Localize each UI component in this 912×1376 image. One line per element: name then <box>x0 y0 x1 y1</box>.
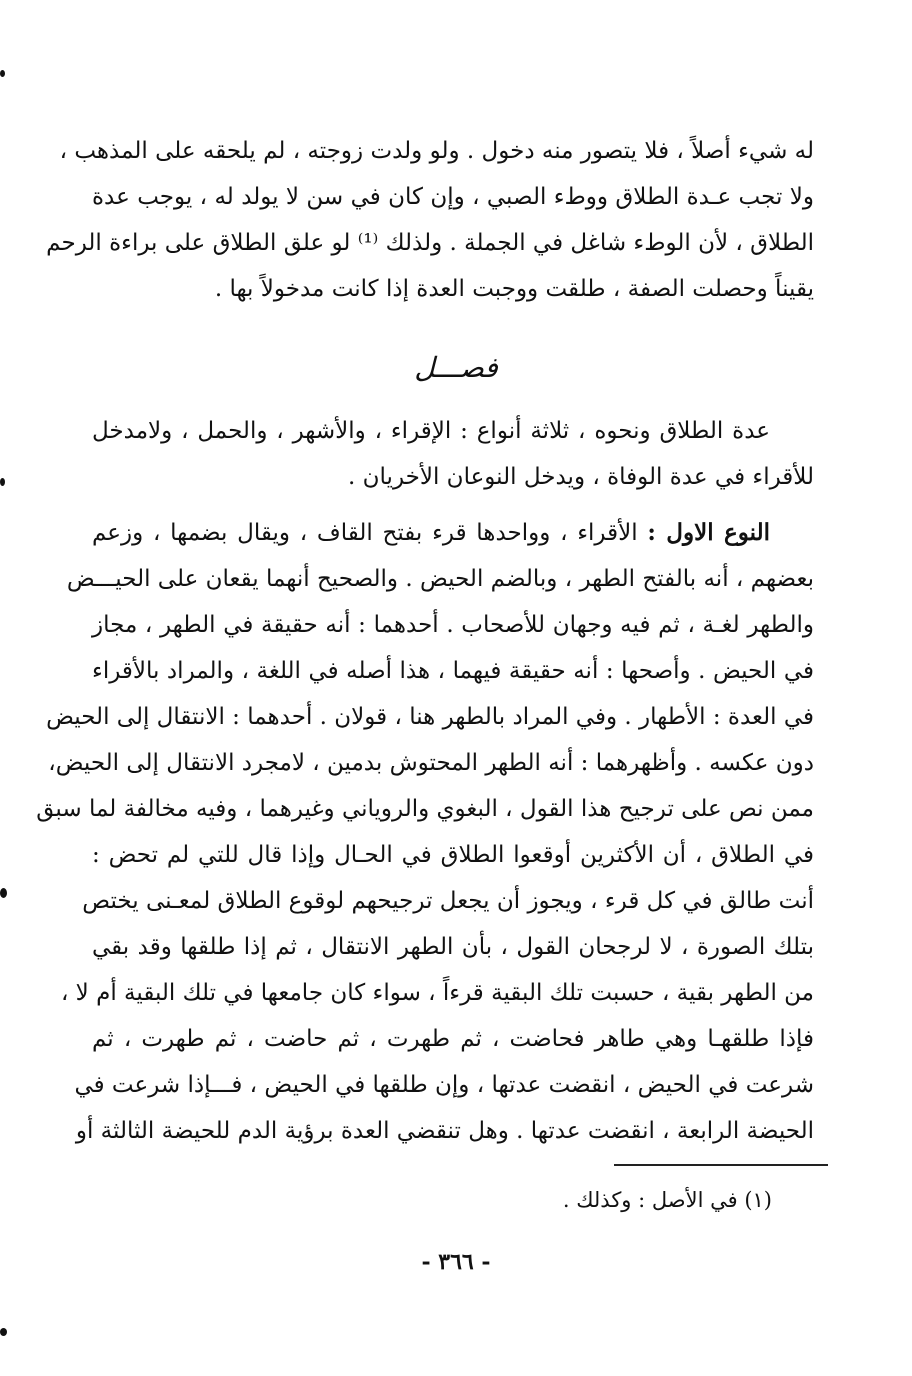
scan-speck <box>0 1328 7 1336</box>
text-line: الحيضة الرابعة ، انقضت عدتها . وهل تنقضي العدة برؤية الدم للحيضة الثالثة أو <box>75 1118 814 1144</box>
paragraph-lead-continuation: الأقراء ، وواحدها قرء بفتح القاف ، ويقال بضمها ، وزعم <box>92 520 648 546</box>
text-line: أنت طالق في كل قرء ، ويجوز أن يجعل ترجيحهم لوقوع الطلاق لمعـنى يختص <box>82 888 814 914</box>
footnote: (١) في الأصل : وكذلك . <box>562 1188 772 1212</box>
text-line: والطهر لغـة ، ثم فيه وجهان للأصحاب . أحدهما : أنه حقيقة في الطهر ، مجاز <box>92 612 814 638</box>
text-line: ممن نص على ترجيح هذا القول ، البغوي والروياني وغيرهما ، وفيه مخالفة لما سبق <box>36 796 814 822</box>
text-line: فإذا طلقهـا وهي طاهر فحاضت ، ثم طهرت ، ثم حاضت ، ثم طهرت ، ثم <box>92 1026 814 1052</box>
scan-speck <box>0 70 5 77</box>
text-line: بعضهم ، أنه بالفتح الطهر ، وبالضم الحيض . والصحيح أنهما يقعان على الحيـــض <box>66 566 814 592</box>
text-line: من الطهر بقية ، حسبت تلك البقية قرءاً ، سواء كان جامعها في تلك البقية أم لا ، <box>60 980 814 1006</box>
paragraph-2 <box>92 408 814 500</box>
footnote-divider <box>614 1164 828 1166</box>
section-heading: فصـــل <box>414 351 498 384</box>
text-line: ولا تجب عـدة الطلاق ووطء الصبي ، وإن كان في سن لا يولد له ، يوجب عدة <box>92 184 814 210</box>
paragraph-3 <box>36 510 814 1154</box>
page-number: - ٣٦٦ - <box>421 1249 491 1275</box>
scan-speck <box>0 888 7 898</box>
text-line: دون عكسه . وأظهرهما : أنه الطهر المحتوش بدمين ، لامجرد الانتقال إلى الحيض، <box>48 750 814 776</box>
paragraph-lead: النوع الاول : <box>647 519 770 546</box>
text-line: الطلاق ، لأن الوطء شاغل في الجملة . ولذلك ⁽¹⁾ لو علق الطلاق على براءة الرحم <box>46 230 814 256</box>
text-line: له شيء أصلاً ، فلا يتصور منه دخول . ولو ولدت زوجته ، لم يلحقه على المذهب ، <box>59 138 814 164</box>
text-line: عدة الطلاق ونحوه ، ثلاثة أنواع : الإقراء ، والأشهر ، والحمل ، ولامدخل <box>92 418 770 444</box>
text-line: يقيناً وحصلت الصفة ، طلقت ووجبت العدة إذا كانت مدخولاً بها . <box>214 276 814 302</box>
text-line: في العدة : الأطهار . وفي المراد بالطهر هنا ، قولان . أحدهما : الانتقال إلى الحيض <box>46 704 814 730</box>
text-line: شرعت في الحيض ، انقضت عدتها ، وإن طلقها في الحيض ، فـــإذا شرعت في <box>74 1072 814 1098</box>
text-line: في الحيض . وأصحها : أنه حقيقة فيهما ، هذا أصله في اللغة ، والمراد بالأقراء <box>92 658 814 684</box>
text-line: للأقراء في عدة الوفاة ، ويدخل النوعان الأخريان . <box>348 464 814 490</box>
text-line: في الطلاق ، أن الأكثرين أوقعوا الطلاق في الحـال وإذا قال للتي لم تحض : <box>92 842 814 868</box>
text-line <box>92 510 814 556</box>
scan-speck <box>0 478 5 486</box>
paragraph-1 <box>46 128 814 312</box>
text-line: بتلك الصورة ، لا لرجحان القول ، بأن الطهر الانتقال ، ثم إذا طلقها وقد بقي <box>92 934 814 960</box>
